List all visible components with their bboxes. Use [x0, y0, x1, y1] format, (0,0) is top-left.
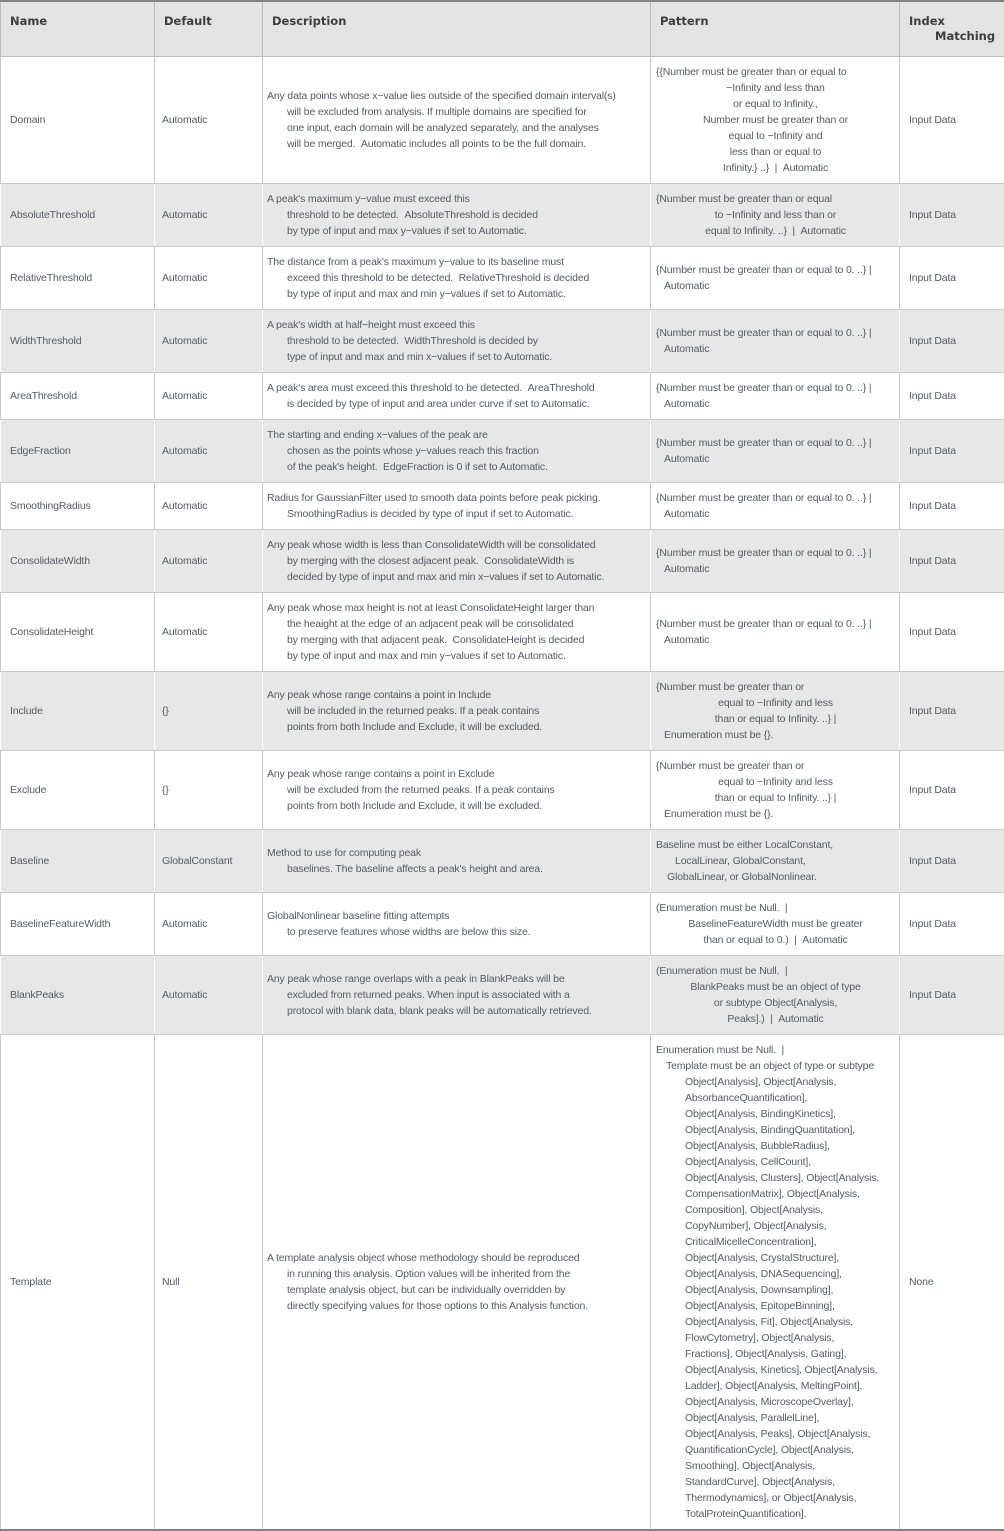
text-line: Input Data: [909, 207, 1001, 223]
cell-pattern: [651, 483, 900, 530]
text-line: Object[Analysis, CellCount],: [656, 1154, 895, 1170]
text-line: The starting and ending x−values of the peak are: [267, 427, 646, 443]
cell-option-name: [1, 184, 155, 247]
text-line: to preserve features whose widths are below this size.: [267, 924, 646, 940]
text-line: None: [909, 1274, 1001, 1290]
cell-index-matching: [900, 310, 1004, 373]
table-row: [1, 893, 1004, 956]
table-row: [1, 672, 1004, 751]
text-line: Template must be an object of type or subtype: [656, 1058, 895, 1074]
text-line: (Enumeration must be Null. |: [656, 900, 895, 916]
cell-index-matching: [900, 672, 1004, 751]
text-line: {}: [162, 782, 259, 798]
text-line: Automatic: [162, 112, 259, 128]
cell-description: [263, 751, 651, 830]
cell-index-matching: [900, 373, 1004, 420]
cell-default-value: [155, 593, 263, 672]
text-line: Any peak whose range contains a point in Include: [267, 687, 646, 703]
cell-description: [263, 1035, 651, 1531]
text-line: {}: [162, 703, 259, 719]
column-header-name: Name: [1, 1, 155, 57]
text-line: than or equal to 0.) | Automatic: [656, 932, 895, 948]
cell-pattern: [651, 310, 900, 373]
text-line: A peak's area must exceed this threshold to be detected. AreaThreshold: [267, 380, 646, 396]
cell-default-value: [155, 57, 263, 184]
text-line: Exclude: [10, 782, 151, 798]
cell-description: [263, 483, 651, 530]
text-line: Object[Analysis], Object[Analysis,: [656, 1074, 895, 1090]
text-line: will be excluded from analysis. If multiple domains are specified for: [267, 104, 646, 120]
cell-pattern: [651, 672, 900, 751]
text-line: Radius for GaussianFilter used to smooth data points before peak picking.: [267, 490, 646, 506]
text-line: Input Data: [909, 624, 1001, 640]
text-line: −Infinity and less than: [656, 80, 895, 96]
text-line: Automatic: [656, 396, 895, 412]
cell-description: [263, 530, 651, 593]
text-line: excluded from returned peaks. When input is associated with a: [267, 987, 646, 1003]
cell-index-matching: [900, 57, 1004, 184]
cell-default-value: [155, 956, 263, 1035]
text-line: is decided by type of input and area under curve if set to Automatic.: [267, 396, 646, 412]
text-line: Fractions], Object[Analysis, Gating],: [656, 1346, 895, 1362]
cell-pattern: [651, 184, 900, 247]
cell-index-matching: [900, 893, 1004, 956]
text-line: to −Infinity and less than or: [656, 207, 895, 223]
table-row: [1, 956, 1004, 1035]
text-line: Automatic: [162, 333, 259, 349]
text-line: EdgeFraction: [10, 443, 151, 459]
text-line: or equal to Infinity.,: [656, 96, 895, 112]
text-line: Input Data: [909, 112, 1001, 128]
cell-default-value: [155, 373, 263, 420]
text-line: Object[Analysis, Clusters], Object[Analysis,: [656, 1170, 895, 1186]
cell-pattern: [651, 247, 900, 310]
text-line: {Number must be greater than or equal to 0. ..} |: [656, 490, 895, 506]
text-line: Automatic: [656, 341, 895, 357]
text-line: TotalProteinQuantification].: [656, 1506, 895, 1522]
text-line: Automatic: [162, 207, 259, 223]
text-line: FlowCytometry], Object[Analysis,: [656, 1330, 895, 1346]
text-line: equal to −Infinity and less: [656, 695, 895, 711]
text-line: A peak's maximum y−value must exceed this: [267, 191, 646, 207]
text-line: Object[Analysis, Downsampling],: [656, 1282, 895, 1298]
text-line: Automatic: [162, 498, 259, 514]
text-line: equal to Infinity. ..} | Automatic: [656, 223, 895, 239]
text-line: points from both Include and Exclude, it will be excluded.: [267, 719, 646, 735]
cell-index-matching: [900, 247, 1004, 310]
column-header-index-matching-line2: Matching: [909, 29, 1000, 44]
header-row: [1, 1, 1004, 57]
cell-pattern: [651, 830, 900, 893]
text-line: {Number must be greater than or equal to 0. ..} |: [656, 435, 895, 451]
text-line: Object[Analysis, BindingQuantitation],: [656, 1122, 895, 1138]
options-table-header: [1, 1, 1004, 57]
cell-pattern: [651, 751, 900, 830]
cell-pattern: [651, 956, 900, 1035]
text-line: by type of input and max and min y−values if set to Automatic.: [267, 648, 646, 664]
text-line: LocalLinear, GlobalConstant,: [656, 853, 895, 869]
text-line: Any peak whose max height is not at least ConsolidateHeight larger than: [267, 600, 646, 616]
cell-index-matching: [900, 420, 1004, 483]
text-line: than or equal to Infinity. ..} |: [656, 790, 895, 806]
text-line: Automatic: [656, 278, 895, 294]
cell-description: [263, 373, 651, 420]
text-line: less than or equal to: [656, 144, 895, 160]
text-line: CompensationMatrix], Object[Analysis,: [656, 1186, 895, 1202]
text-line: Object[Analysis, Fit], Object[Analysis,: [656, 1314, 895, 1330]
text-line: equal to −Infinity and: [656, 128, 895, 144]
cell-option-name: [1, 751, 155, 830]
text-line: QuantificationCycle], Object[Analysis,: [656, 1442, 895, 1458]
text-line: StandardCurve], Object[Analysis,: [656, 1474, 895, 1490]
text-line: Object[Analysis, BubbleRadius],: [656, 1138, 895, 1154]
table-row: [1, 420, 1004, 483]
text-line: Peaks].) | Automatic: [656, 1011, 895, 1027]
text-line: {Number must be greater than or equal to 0. ..} |: [656, 616, 895, 632]
cell-option-name: [1, 830, 155, 893]
text-line: ConsolidateWidth: [10, 553, 151, 569]
text-line: Automatic: [162, 916, 259, 932]
cell-pattern: [651, 530, 900, 593]
cell-default-value: [155, 530, 263, 593]
text-line: Automatic: [162, 443, 259, 459]
text-line: {Number must be greater than or equal to 0. ..} |: [656, 262, 895, 278]
cell-index-matching: [900, 751, 1004, 830]
text-line: by merging with that adjacent peak. ConsolidateHeight is decided: [267, 632, 646, 648]
cell-default-value: [155, 751, 263, 830]
text-line: Input Data: [909, 443, 1001, 459]
text-line: Any peak whose range overlaps with a peak in BlankPeaks will be: [267, 971, 646, 987]
text-line: Object[Analysis, MicroscopeOverlay],: [656, 1394, 895, 1410]
cell-description: [263, 893, 651, 956]
text-line: {Number must be greater than or equal to 0. ..} |: [656, 325, 895, 341]
text-line: SmoothingRadius: [10, 498, 151, 514]
text-line: GlobalLinear, or GlobalNonlinear.: [656, 869, 895, 885]
column-header-description: Description: [263, 1, 651, 57]
text-line: Object[Analysis, EpitopeBinning],: [656, 1298, 895, 1314]
text-line: A template analysis object whose methodology should be reproduced: [267, 1250, 646, 1266]
cell-option-name: [1, 893, 155, 956]
cell-option-name: [1, 310, 155, 373]
table-row: [1, 751, 1004, 830]
text-line: Automatic: [162, 270, 259, 286]
cell-default-value: [155, 1035, 263, 1531]
cell-option-name: [1, 672, 155, 751]
table-row: [1, 247, 1004, 310]
text-line: Smoothing], Object[Analysis,: [656, 1458, 895, 1474]
text-line: ConsolidateHeight: [10, 624, 151, 640]
text-line: threshold to be detected. AbsoluteThreshold is decided: [267, 207, 646, 223]
text-line: AbsoluteThreshold: [10, 207, 151, 223]
text-line: SmoothingRadius is decided by type of input if set to Automatic.: [267, 506, 646, 522]
text-line: Object[Analysis, Kinetics], Object[Analysis,: [656, 1362, 895, 1378]
text-line: Any data points whose x−value lies outside of the specified domain interval(s): [267, 88, 646, 104]
text-line: Enumeration must be {}.: [656, 727, 895, 743]
text-line: Input Data: [909, 987, 1001, 1003]
text-line: than or equal to Infinity. ..} |: [656, 711, 895, 727]
text-line: CopyNumber], Object[Analysis,: [656, 1218, 895, 1234]
text-line: Template: [10, 1274, 151, 1290]
cell-description: [263, 57, 651, 184]
text-line: the heaight at the edge of an adjacent peak will be consolidated: [267, 616, 646, 632]
cell-option-name: [1, 1035, 155, 1531]
table-row: [1, 184, 1004, 247]
text-line: Input Data: [909, 270, 1001, 286]
cell-description: [263, 830, 651, 893]
cell-pattern: [651, 893, 900, 956]
text-line: by type of input and max and min y−values if set to Automatic.: [267, 286, 646, 302]
text-line: type of input and max and min x−values if set to Automatic.: [267, 349, 646, 365]
cell-description: [263, 310, 651, 373]
cell-default-value: [155, 893, 263, 956]
text-line: CriticalMicelleConcentration],: [656, 1234, 895, 1250]
text-line: BlankPeaks must be an object of type: [656, 979, 895, 995]
text-line: BaselineFeatureWidth: [10, 916, 151, 932]
text-line: Input Data: [909, 703, 1001, 719]
text-line: Input Data: [909, 916, 1001, 932]
text-line: Number must be greater than or: [656, 112, 895, 128]
text-line: Object[Analysis, DNASequencing],: [656, 1266, 895, 1282]
text-line: Baseline: [10, 853, 151, 869]
text-line: RelativeThreshold: [10, 270, 151, 286]
cell-default-value: [155, 247, 263, 310]
table-row: [1, 1035, 1004, 1531]
cell-index-matching: [900, 483, 1004, 530]
text-line: protocol with blank data, blank peaks will be automatically retrieved.: [267, 1003, 646, 1019]
table-row: [1, 310, 1004, 373]
cell-pattern: [651, 373, 900, 420]
text-line: Ladder], Object[Analysis, MeltingPoint],: [656, 1378, 895, 1394]
table-row: [1, 373, 1004, 420]
cell-default-value: [155, 830, 263, 893]
text-line: Automatic: [656, 561, 895, 577]
text-line: will be excluded from the returned peaks. If a peak contains: [267, 782, 646, 798]
text-line: Include: [10, 703, 151, 719]
cell-option-name: [1, 420, 155, 483]
text-line: AbsorbanceQuantification],: [656, 1090, 895, 1106]
text-line: Automatic: [162, 388, 259, 404]
cell-option-name: [1, 247, 155, 310]
cell-option-name: [1, 373, 155, 420]
cell-option-name: [1, 956, 155, 1035]
column-header-index-matching: [900, 1, 1004, 57]
text-line: Domain: [10, 112, 151, 128]
text-line: will be merged. Automatic includes all points to be the full domain.: [267, 136, 646, 152]
text-line: Method to use for computing peak: [267, 845, 646, 861]
cell-description: [263, 184, 651, 247]
cell-option-name: [1, 530, 155, 593]
column-header-default: Default: [155, 1, 263, 57]
text-line: Any peak whose width is less than ConsolidateWidth will be consolidated: [267, 537, 646, 553]
cell-index-matching: [900, 593, 1004, 672]
text-line: template analysis object, but can be individually overridden by: [267, 1282, 646, 1298]
cell-default-value: [155, 184, 263, 247]
text-line: BaselineFeatureWidth must be greater: [656, 916, 895, 932]
cell-index-matching: [900, 184, 1004, 247]
text-line: Enumeration must be {}.: [656, 806, 895, 822]
table-row: [1, 530, 1004, 593]
cell-pattern: [651, 1035, 900, 1531]
text-line: BlankPeaks: [10, 987, 151, 1003]
text-line: one input, each domain will be analyzed separately, and the analyses: [267, 120, 646, 136]
text-line: {{Number must be greater than or equal to: [656, 64, 895, 80]
cell-description: [263, 247, 651, 310]
text-line: AreaThreshold: [10, 388, 151, 404]
text-line: Object[Analysis, CrystalStructure],: [656, 1250, 895, 1266]
cell-index-matching: [900, 830, 1004, 893]
text-line: Input Data: [909, 498, 1001, 514]
text-line: {Number must be greater than or equal: [656, 191, 895, 207]
text-line: Infinity.} ..} | Automatic: [656, 160, 895, 176]
cell-index-matching: [900, 956, 1004, 1035]
text-line: by type of input and max y−values if set to Automatic.: [267, 223, 646, 239]
text-line: Null: [162, 1274, 259, 1290]
text-line: in running this analysis. Option values will be inherited from the: [267, 1266, 646, 1282]
text-line: The distance from a peak's maximum y−value to its baseline must: [267, 254, 646, 270]
cell-pattern: [651, 57, 900, 184]
text-line: of the peak's height. EdgeFraction is 0 if set to Automatic.: [267, 459, 646, 475]
text-line: Automatic: [162, 624, 259, 640]
column-header-pattern: Pattern: [651, 1, 900, 57]
cell-default-value: [155, 420, 263, 483]
cell-option-name: [1, 57, 155, 184]
table-row: [1, 483, 1004, 530]
text-line: Automatic: [656, 506, 895, 522]
cell-default-value: [155, 672, 263, 751]
text-line: Input Data: [909, 782, 1001, 798]
cell-description: [263, 593, 651, 672]
cell-description: [263, 956, 651, 1035]
text-line: {Number must be greater than or: [656, 679, 895, 695]
cell-default-value: [155, 310, 263, 373]
column-header-index-matching-line1: Index: [909, 14, 1000, 29]
text-line: Automatic: [656, 451, 895, 467]
text-line: points from both Include and Exclude, it will be excluded.: [267, 798, 646, 814]
cell-pattern: [651, 420, 900, 483]
text-line: Object[Analysis, Peaks], Object[Analysis,: [656, 1426, 895, 1442]
text-line: GlobalNonlinear baseline fitting attempts: [267, 908, 646, 924]
text-line: Object[Analysis, BindingKinetics],: [656, 1106, 895, 1122]
text-line: GlobalConstant: [162, 853, 259, 869]
text-line: or subtype Object[Analysis,: [656, 995, 895, 1011]
text-line: Any peak whose range contains a point in Exclude: [267, 766, 646, 782]
text-line: Automatic: [162, 987, 259, 1003]
text-line: Input Data: [909, 553, 1001, 569]
text-line: {Number must be greater than or equal to 0. ..} |: [656, 545, 895, 561]
cell-index-matching: [900, 1035, 1004, 1531]
text-line: by merging with the closest adjacent peak. ConsolidateWidth is: [267, 553, 646, 569]
text-line: {Number must be greater than or equal to 0. ..} |: [656, 380, 895, 396]
text-line: A peak's width at half−height must exceed this: [267, 317, 646, 333]
table-row: [1, 593, 1004, 672]
text-line: chosen as the points whose y−values reach this fraction: [267, 443, 646, 459]
cell-option-name: [1, 483, 155, 530]
text-line: decided by type of input and max and min x−values if set to Automatic.: [267, 569, 646, 585]
text-line: Automatic: [656, 632, 895, 648]
cell-description: [263, 420, 651, 483]
text-line: Input Data: [909, 388, 1001, 404]
text-line: WidthThreshold: [10, 333, 151, 349]
text-line: Baseline must be either LocalConstant,: [656, 837, 895, 853]
text-line: Input Data: [909, 333, 1001, 349]
text-line: baselines. The baseline affects a peak's height and area.: [267, 861, 646, 877]
cell-description: [263, 672, 651, 751]
text-line: Object[Analysis, ParallelLine],: [656, 1410, 895, 1426]
text-line: Composition], Object[Analysis,: [656, 1202, 895, 1218]
text-line: directly specifying values for those options to this Analysis function.: [267, 1298, 646, 1314]
text-line: (Enumeration must be Null. |: [656, 963, 895, 979]
cell-index-matching: [900, 530, 1004, 593]
text-line: equal to −Infinity and less: [656, 774, 895, 790]
text-line: Automatic: [162, 553, 259, 569]
text-line: Thermodynamics], or Object[Analysis,: [656, 1490, 895, 1506]
text-line: will be included in the returned peaks. If a peak contains: [267, 703, 646, 719]
table-row: [1, 57, 1004, 184]
table-body: [1, 57, 1004, 1531]
cell-pattern: [651, 593, 900, 672]
text-line: Input Data: [909, 853, 1001, 869]
cell-default-value: [155, 483, 263, 530]
text-line: Enumeration must be Null. |: [656, 1042, 895, 1058]
text-line: threshold to be detected. WidthThreshold is decided by: [267, 333, 646, 349]
text-line: {Number must be greater than or: [656, 758, 895, 774]
table-row: [1, 830, 1004, 893]
cell-option-name: [1, 593, 155, 672]
text-line: exceed this threshold to be detected. RelativeThreshold is decided: [267, 270, 646, 286]
